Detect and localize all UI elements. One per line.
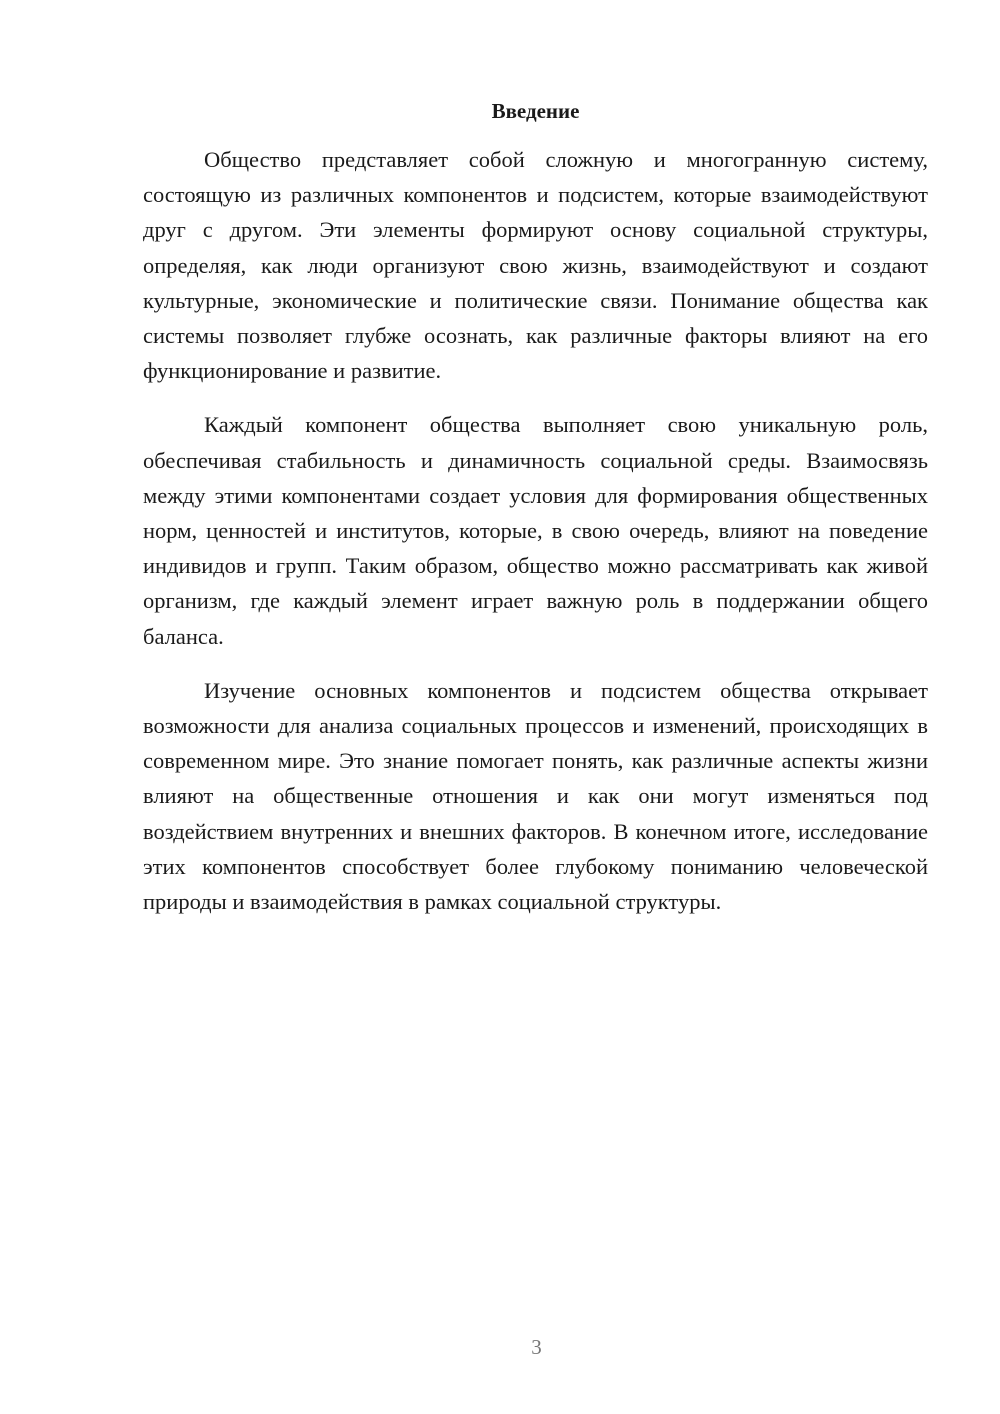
page-title: Введение	[491, 99, 580, 123]
body-text	[143, 142, 928, 938]
paragraph-1: Общество представляет собой сложную и многогранную систему, состоящую из различных компонентов и подсистем, которые взаимодействуют друг с другом. Эти элементы формируют основу социальной структуры, определяя, как люди организуют свою жизнь, взаимодействуют и создают культурные, экономические и политические связи. Понимание общества как системы позволяет глубже осознать, как различные факторы влияют на его функционирование и развитие.	[143, 147, 928, 384]
paragraph-3: Изучение основных компонентов и подсистем общества открывает возможности для анализа социальных процессов и изменений, происходящих в современном мире. Это знание помогает понять, как различные аспекты жизни влияют на общественные отношения и как они могут изменяться под воздействием внутренних и внешних факторов. В конечном итоге, исследование этих компонентов способствует более глубокому пониманию человеческой природы и взаимодействия в рамках социальной структуры.	[143, 677, 928, 915]
paragraph-2: Каждый компонент общества выполняет свою уникальную роль, обеспечивая стабильность и динамичность социальной среды. Взаимосвязь между этими компонентами создает условия для формирования общественных норм, ценностей и институтов, которые, в свою очередь, влияют на поведение индивидов и групп. Таким образом, общество можно рассматривать как живой организм, где каждый элемент играет важную роль в поддержании общего баланса.	[143, 412, 928, 649]
page-number: 3	[531, 1335, 542, 1359]
